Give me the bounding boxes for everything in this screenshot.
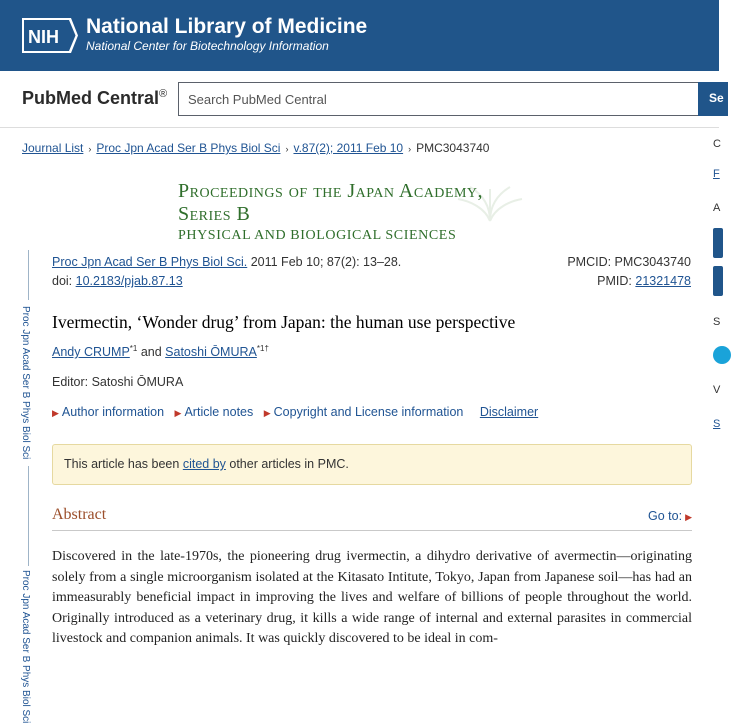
sidebar-link[interactable]: S: [713, 418, 721, 430]
share-icon[interactable]: [713, 346, 731, 364]
breadcrumb-separator: ›: [285, 144, 289, 154]
article-notes-toggle[interactable]: Article notes: [184, 405, 254, 419]
side-rule: [28, 466, 29, 566]
citation-date: 2011 Feb 10; 87(2): 13–28.: [247, 255, 402, 269]
sidebar-heading: V: [713, 384, 721, 396]
abstract-text: Discovered in the late-1970s, the pioneering drug ivermectin, a dihydro derivative of avermectin—originating solely from a single microorganism isolated at the Kitasato Intitute, Tokyo, Japan from Japanese soil—has had an immeasurably beneficial impact in improving the lives and welfare of billions of people throughout the world. Originally introduced as a veterinary drug, it kills a wide range of internal and external parasites in commercial livestock and companion animals. It was quickly discovered to be ideal in com-: [52, 549, 692, 646]
side-journal-label[interactable]: Proc Jpn Acad Ser B Phys Biol Sci: [20, 570, 31, 723]
abstract-heading: Abstract: [52, 506, 107, 523]
breadcrumb-separator: ›: [88, 144, 92, 154]
nih-header: [0, 0, 719, 71]
side-journal-label[interactable]: Proc Jpn Acad Ser B Phys Biol Sci: [20, 306, 31, 460]
article-ids: [567, 253, 691, 291]
editor: Editor: Satoshi ŌMURA: [52, 375, 184, 389]
author-information-toggle[interactable]: Author information: [61, 405, 165, 419]
pmc-brand[interactable]: [22, 88, 167, 109]
citation: [52, 253, 401, 291]
breadcrumb-issue[interactable]: v.87(2); 2011 Feb 10: [293, 141, 404, 155]
breadcrumb-separator: ›: [408, 144, 412, 154]
sidebar-link[interactable]: F: [713, 168, 720, 180]
search-input[interactable]: [178, 82, 699, 116]
nih-subtitle[interactable]: National Center for Biotechnology Information: [86, 39, 329, 53]
author-link[interactable]: Andy CRUMP: [52, 345, 130, 360]
breadcrumb-current: PMC3043740: [416, 141, 490, 155]
abstract-header: [52, 506, 692, 531]
author-separator: and: [137, 345, 166, 360]
nih-title[interactable]: National Library of Medicine: [86, 15, 368, 38]
doi-label: doi:: [52, 274, 76, 288]
registered-mark: ®: [159, 88, 168, 100]
cited-by-link[interactable]: cited by: [182, 457, 226, 471]
pmc-brand-label[interactable]: PubMed Central: [22, 88, 160, 108]
side-rule: [28, 250, 29, 300]
sidebar-heading: C: [713, 138, 721, 150]
pmid-link[interactable]: 21321478: [635, 274, 691, 288]
pmid-label: PMID:: [597, 274, 636, 288]
search-button[interactable]: Se: [698, 82, 728, 116]
format-button[interactable]: [713, 266, 723, 296]
nih-logo[interactable]: [22, 18, 78, 53]
copyright-toggle[interactable]: Copyright and License information: [273, 405, 464, 419]
breadcrumb-journal[interactable]: Proc Jpn Acad Ser B Phys Biol Sci: [96, 141, 281, 155]
sidebar-heading: S: [713, 316, 721, 328]
triangle-right-icon: ▶: [52, 408, 59, 418]
format-button[interactable]: [713, 228, 723, 258]
breadcrumb-journal-list[interactable]: Journal List: [22, 141, 84, 155]
breadcrumb: [22, 141, 489, 155]
disclaimer-link[interactable]: Disclaimer: [479, 405, 539, 419]
author-link[interactable]: Satoshi ŌMURA: [165, 345, 257, 360]
triangle-right-icon: ▶: [174, 408, 182, 418]
cited-by-notice: [52, 444, 692, 485]
triangle-right-icon: ▶: [263, 408, 271, 418]
right-sidebar: [710, 128, 719, 650]
sidebar-heading: A: [713, 202, 721, 214]
goto-menu[interactable]: [648, 509, 692, 523]
notice-text: other articles in PMC.: [225, 457, 349, 471]
goto-label[interactable]: Go to:: [648, 509, 683, 523]
info-links: [52, 405, 538, 419]
pmc-search-bar: [0, 71, 724, 128]
pmcid: PMCID: PMC3043740: [567, 255, 691, 269]
article-title: Ivermectin, ‘Wonder drug’ from Japan: the human use perspective: [52, 312, 516, 332]
journal-banner-title: Proceedings of the Japan Academy, Series B: [178, 180, 484, 225]
notice-text: This article has been: [64, 457, 183, 471]
author-list: [52, 344, 269, 359]
journal-link[interactable]: Proc Jpn Acad Ser B Phys Biol Sci.: [52, 255, 248, 269]
author-affiliation: *1: [129, 344, 138, 353]
nih-logo-text: NIH: [28, 27, 59, 47]
triangle-right-icon: ▶: [685, 512, 692, 522]
author-affiliation: *1†: [256, 344, 269, 353]
journal-banner-subtitle: PHYSICAL AND BIOLOGICAL SCIENCES: [178, 228, 457, 243]
doi-link[interactable]: 10.2183/pjab.87.13: [75, 274, 183, 288]
journal-banner[interactable]: [178, 180, 538, 244]
